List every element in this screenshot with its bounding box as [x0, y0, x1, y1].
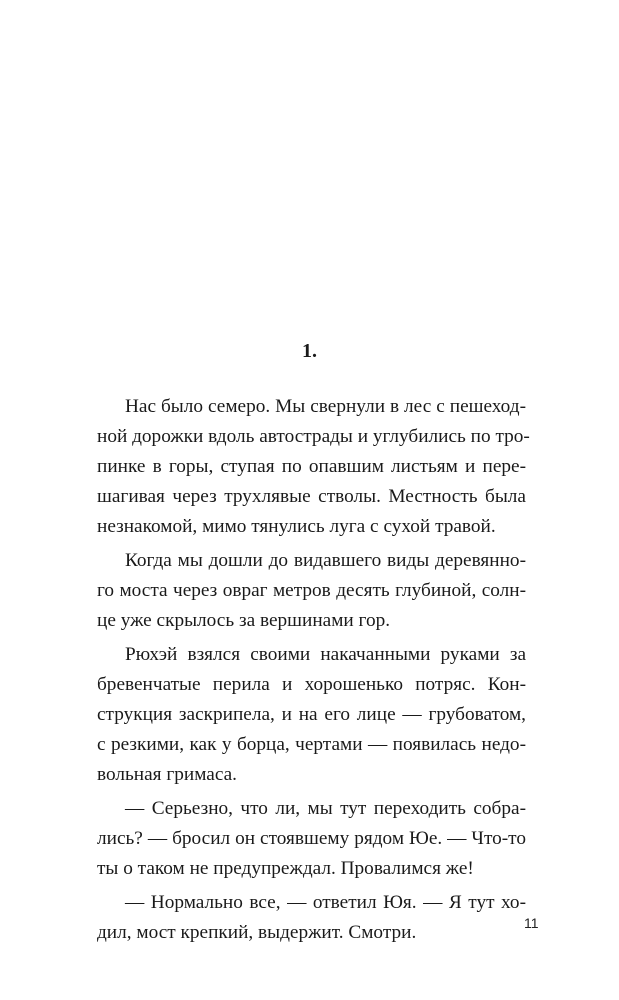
text-line: ной дорожки вдоль автострады и углубились по тро-: [97, 426, 530, 447]
text-line: го моста через овраг метров десять глубиной, солн-: [97, 580, 526, 601]
paragraph: [97, 546, 526, 636]
page-number: 11: [524, 915, 539, 931]
text-line: шагивая через трухлявые стволы. Местность была: [97, 486, 526, 507]
text-line: дил, мост крепкий, выдержит. Смотри.: [97, 922, 417, 943]
chapter-heading: 1.: [302, 340, 317, 362]
paragraph: [97, 888, 526, 948]
text-line: с резкими, как у борца, чертами — появилась недо-: [97, 734, 526, 755]
text-line: — Нормально все, — ответил Юя. — Я тут хо-: [125, 892, 526, 913]
paragraph: [97, 794, 526, 884]
text-line: незнакомой, мимо тянулись луга с сухой травой.: [97, 516, 496, 537]
text-line: бревенчатые перила и хорошенько потряс. Кон-: [97, 674, 526, 695]
text-line: ты о таком не предупреждал. Провалимся же!: [97, 858, 474, 879]
text-line: пинке в горы, ступая по опавшим листьям и пере-: [97, 456, 526, 477]
text-line: це уже скрылось за вершинами гор.: [97, 610, 391, 631]
text-line: Нас было семеро. Мы свернули в лес с пешеход-: [125, 396, 526, 417]
text-line: вольная гримаса.: [97, 764, 238, 785]
text-line: Рюхэй взялся своими накачанными руками за: [125, 644, 526, 665]
paragraph: [97, 392, 530, 542]
text-line: — Серьезно, что ли, мы тут переходить собра-: [125, 798, 526, 819]
text-line: струкция заскрипела, и на его лице — грубоватом,: [97, 704, 526, 725]
body-text: [97, 392, 530, 952]
text-line: Когда мы дошли до видавшего виды деревянно-: [125, 550, 526, 571]
paragraph: [97, 640, 526, 790]
text-line: лись? — бросил он стоявшему рядом Юе. — Что-то: [97, 828, 526, 849]
